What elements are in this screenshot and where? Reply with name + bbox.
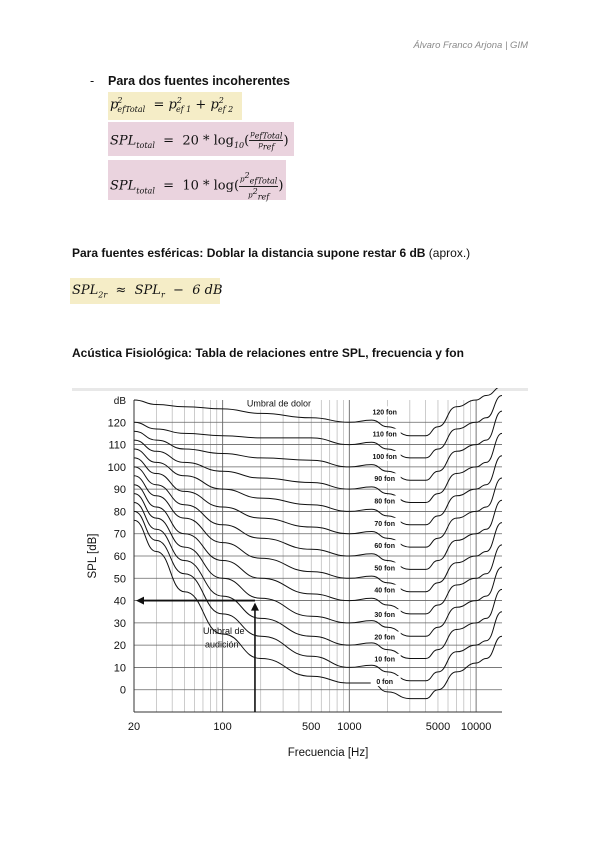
curve-label: 30 fon (374, 612, 396, 620)
y-tick-label: 60 (113, 551, 126, 563)
curve-label: 120 fon (372, 409, 397, 417)
marker-vertical-arrowhead (251, 603, 259, 611)
y-tick-label: 0 (119, 684, 126, 697)
x-tick-label: 100 (213, 721, 232, 733)
y-tick-label: 10 (113, 662, 126, 675)
curve-label: 80 fon (374, 498, 396, 506)
formula-1: $p^2_{efTotal} = p^2_{ef 1} + p^2_{ef 2}$ (110, 96, 234, 114)
curve-label: 60 fon (374, 543, 396, 551)
loudness-curve (134, 503, 502, 659)
header-author: Álvaro Franco Arjona | GIM (413, 40, 528, 51)
curve-label: 100 fon (372, 453, 397, 461)
formula-3: $SPL_{total} = 10 * \log$( $\frac{p^2_{efTotal}}{p^2_{ref}}$ ) (110, 171, 284, 202)
curve-label: 70 fon (374, 520, 396, 528)
y-tick-label: 70 (113, 528, 126, 541)
x-axis-title: Frecuencia [Hz] (287, 747, 369, 759)
section-acoustics: Acústica Fisiológica: Tabla de relaciones entre SPL, frecuencia y fon (72, 346, 464, 360)
y-tick-label: 50 (113, 573, 126, 586)
fletcher-munson-chart (72, 388, 528, 760)
x-tick-label: 10000 (460, 721, 492, 733)
curve-label: 20 fon (374, 634, 396, 642)
y-tick-label: 80 (113, 506, 126, 519)
hearing-threshold-label-1: Umbral de (202, 626, 245, 636)
y-tick-label: 20 (113, 640, 126, 653)
hearing-threshold-label-2: audición (204, 639, 239, 650)
loudness-curve (134, 467, 502, 573)
curve-label: 10 fon (374, 656, 396, 664)
pain-threshold-label: Umbral de dolor (246, 398, 311, 409)
loudness-curve (134, 411, 502, 480)
formula-4: $SPL_{2r} \approx SPL_r - 6$ dB (72, 283, 223, 300)
curve-label: 110 fon (372, 431, 397, 439)
curve-label: 0 fon (376, 679, 394, 687)
y-tick-label: 100 (107, 461, 126, 474)
loudness-curve (134, 388, 502, 436)
x-tick-label: 1000 (337, 721, 362, 733)
y-tick-label: 90 (113, 484, 126, 497)
curve-label: 40 fon (374, 587, 396, 595)
y-tick-label: 30 (113, 617, 126, 630)
x-tick-label: 5000 (425, 721, 451, 733)
bullet-heading (90, 74, 290, 88)
formula-2: $SPL_{total} = 20 * \log_{10}$( $\frac{p_{efTotal}}{p_{ref}}$ ) (110, 130, 289, 152)
curve-label: 90 fon (374, 476, 396, 484)
curve-label: 50 fon (374, 565, 396, 573)
chart-svg (72, 388, 528, 760)
x-tick-label: 20 (127, 721, 141, 733)
chart-top-rule (72, 388, 528, 391)
x-tick-label: 500 (302, 721, 321, 733)
loudness-curve (134, 396, 502, 458)
bullet-dash: - (90, 74, 95, 88)
loudness-curve (134, 494, 502, 637)
y-axis-title: SPL [dB] (87, 533, 99, 579)
y-tick-label: 110 (108, 439, 126, 452)
y-tick-label: 40 (113, 595, 126, 608)
bullet-text: Para dos fuentes incoherentes (108, 74, 291, 88)
y-unit-label: dB (113, 396, 126, 407)
section-spherical: Para fuentes esféricas: Doblar la distancia supone restar 6 dB (aprox.) (72, 246, 471, 260)
y-tick-label: 120 (107, 417, 126, 430)
marker-horizontal-arrowhead (136, 597, 144, 605)
loudness-curve (134, 520, 502, 698)
